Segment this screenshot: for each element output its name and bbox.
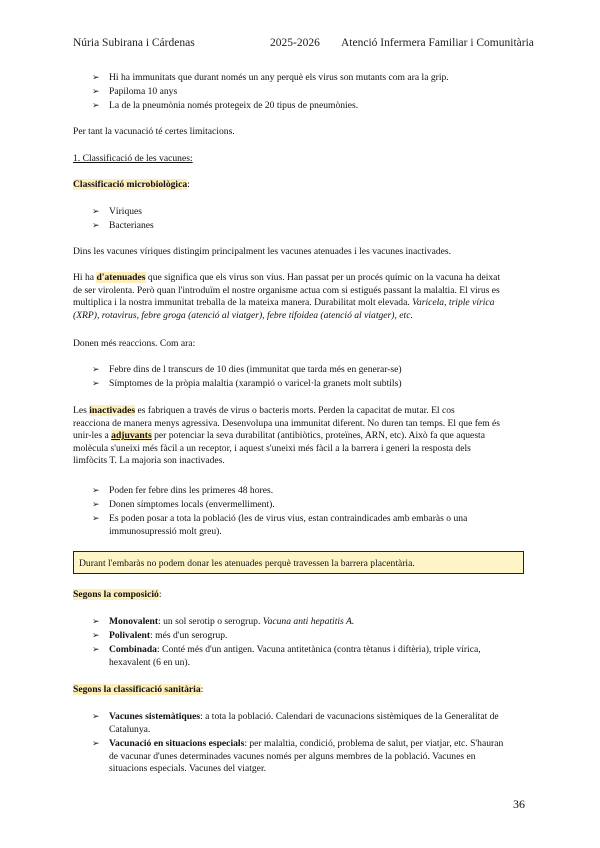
atenuades-paragraph: Hi ha d'atenuades que significa que els virus son vius. Han passat per un procés químic on la vacuna ha deixat de ser virolenta. Però quan l'introduïm el nostre organisme actua com si estigués passant la malaltia. El virus es multiplica i la nostra immunitat treballa de la mateixa manera. Durabilitat molt elevada. Varicela, triple vírica (XRP), rotavirus, febre groga (atenció al viatger), febre tifoidea (atenció al viatger), etc. xyxy=(73,272,501,321)
composition-heading: Segons la composició: xyxy=(73,589,162,600)
page-number: 36 xyxy=(513,797,525,811)
header-course: Atenció Infermera Familiar i Comunitària xyxy=(341,37,534,49)
list-item: Víriques xyxy=(109,206,143,217)
arrow-bullet-icon: ➢ xyxy=(92,630,100,640)
arrow-bullet-icon: ➢ xyxy=(92,711,100,721)
section-title: 1. Classificació de les vacunes: xyxy=(73,153,193,164)
inactivades-paragraph: Les inactivades es fabriquen a través de virus o bacteris morts. Perden la capacitat de mutar. El cos reacciona de manera menys agressiva. Desenvolupa una immunitat diferent. No duren tan temps. El que fem és unir-les a adjuvants per potenciar la seva durabilitat (antibiòtics, proteïnes, ARN, etc). Això fa que aquesta molècula s'uneixi més fàcil a un receptor, i aquest s'uneixi més fàcil a la barrera i generi la resposta dels limfòcits T. La majoria son inactivades. xyxy=(73,405,501,467)
pregnancy-note-box: Durant l'embaràs no podem donar les atenuades perquè travessen la barrera placentària. xyxy=(73,551,524,574)
sanitary-heading: Segons la classificació sanitària: xyxy=(73,684,204,695)
arrow-bullet-icon: ➢ xyxy=(92,364,100,374)
list-item: Símptomes de la pròpia malaltia (xarampió o varicel·la granets molt subtils) xyxy=(109,378,402,389)
viral-intro: Dins les vacunes víriques distingim principalment les vacunes atenuades i les vacunes inactivades. xyxy=(73,246,452,257)
list-item: Hi ha immunitats que durant només un any perquè els virus son mutants com ara la grip. xyxy=(109,72,449,83)
limitations-text: Per tant la vacunació té certes limitacions. xyxy=(73,126,235,137)
arrow-bullet-icon: ➢ xyxy=(92,644,100,654)
arrow-bullet-icon: ➢ xyxy=(92,220,100,230)
arrow-bullet-icon: ➢ xyxy=(92,100,100,110)
header-author: Núria Subirana i Cárdenas xyxy=(73,37,195,49)
arrow-bullet-icon: ➢ xyxy=(92,513,100,523)
list-item: Donen símptomes locals (envermelliment). xyxy=(109,499,275,510)
micro-heading: Classificació microbiològica: xyxy=(73,179,190,190)
arrow-bullet-icon: ➢ xyxy=(92,378,100,388)
term-adjuvants: adjuvants xyxy=(111,430,152,442)
list-item: Combinada: Conté més d'un antigen. Vacuna antitetànica (contra tètanus i diftèria), triple vírica, hexavalent (6 en un). xyxy=(109,644,481,668)
list-item: Papiloma 10 anys xyxy=(109,86,178,97)
term-atenuades: d'atenuades xyxy=(96,272,146,283)
list-item: Monovalent: un sol serotip o serogrup. Vacuna anti hepatitis A. xyxy=(109,616,355,627)
list-item: Vacunació en situacions especials: per malaltia, condició, problema de salut, per viatjar, etc. S'hauran de vacunar d'unes determinades vacunes només per alguns membres de la població. Vacunes en situacions especials. Vacunes del viatger. xyxy=(109,738,504,775)
arrow-bullet-icon: ➢ xyxy=(92,72,100,82)
arrow-bullet-icon: ➢ xyxy=(92,206,100,216)
list-item: La de la pneumònia només protegeix de 20 tipus de pneumònies. xyxy=(109,100,359,111)
term-inactivades: inactivades xyxy=(89,405,136,416)
list-item: Bacterianes xyxy=(109,220,154,231)
arrow-bullet-icon: ➢ xyxy=(92,485,100,495)
list-item: Polivalent: més d'un serogrup. xyxy=(109,630,228,641)
arrow-bullet-icon: ➢ xyxy=(92,616,100,626)
list-item: Poden fer febre dins les primeres 48 hores. xyxy=(109,485,274,496)
list-item: Vacunes sistemàtiques: a tota la població. Calendari de vacunacions sistèmiques de la Generalitat de Catalunya. xyxy=(109,711,499,735)
arrow-bullet-icon: ➢ xyxy=(92,738,100,748)
reactions-intro: Donen més reaccions. Com ara: xyxy=(73,338,196,349)
list-item: Febre dins de l transcurs de 10 dies (immunitat que tarda més en generar-se) xyxy=(109,364,402,375)
arrow-bullet-icon: ➢ xyxy=(92,499,100,509)
list-item: Es poden posar a tota la població (les de virus vius, estan contraindicades amb embaràs o una immunosupressió molt greu). xyxy=(109,513,468,537)
header-year: 2025-2026 xyxy=(270,37,320,49)
arrow-bullet-icon: ➢ xyxy=(92,86,100,96)
